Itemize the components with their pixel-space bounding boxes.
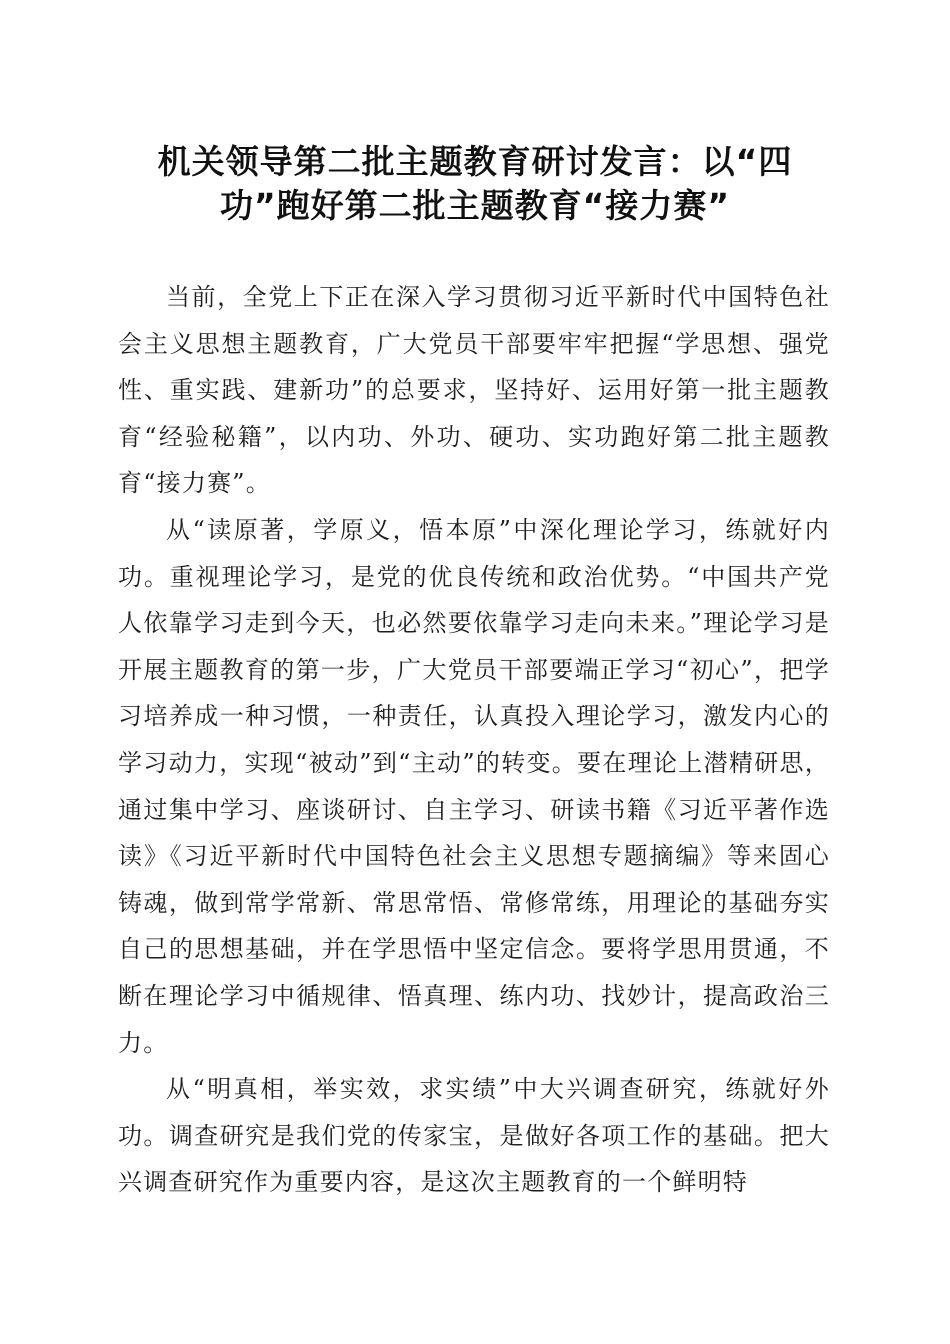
paragraph-theory-study: 从“读原著，学原义，悟本原”中深化理论学习，练就好内功。重视理论学习，是党的优良传统和政治优势。“中国共产党人依靠学习走到今天，也必然要依靠学习走向未来。”理论学习是开展主题教育的第一步，广大党员干部要端正学习“初心”，把学习培养成一种习惯，一种责任，认真投入理论学习，激发内心的学习动力，实现“被动”到“主动”的转变。要在理论上潜精研思，通过集中学习、座谈研讨、自主学习、研读书籍《习近平著作选读》《习近平新时代中国特色社会主义思想专题摘编》等来固心铸魂，做到常学常新、常思常悟、常修常练，用理论的基础夯实自己的思想基础，并在学思悟中坚定信念。要将学思用贯通，不断在理论学习中循规律、悟真理、练内功、找妙计，提高政治三力。 [118,515,830,1057]
paragraph-investigation: 从“明真相，举实效，求实绩”中大兴调查研究，练就好外功。调查研究是我们党的传家宝，是做好各项工作的基础。把大兴调查研究作为重要内容，是这次主题教育的一个鲜明特 [118,1075,830,1197]
document-body [118,274,830,1206]
document-title: 机关领导第二批主题教育研讨发言：以“四功”跑好第二批主题教育“接力赛” [157,142,793,225]
paragraph-intro: 当前，全党上下正在深入学习贯彻习近平新时代中国特色社会主义思想主题教育，广大党员干部要牢牢把握“学思想、强党性、重实践、建新功”的总要求，坚持好、运用好第一批主题教育“经验秘籍”，以内功、外功、硬功、实功跑好第二批主题教育“接力赛”。 [118,283,830,498]
